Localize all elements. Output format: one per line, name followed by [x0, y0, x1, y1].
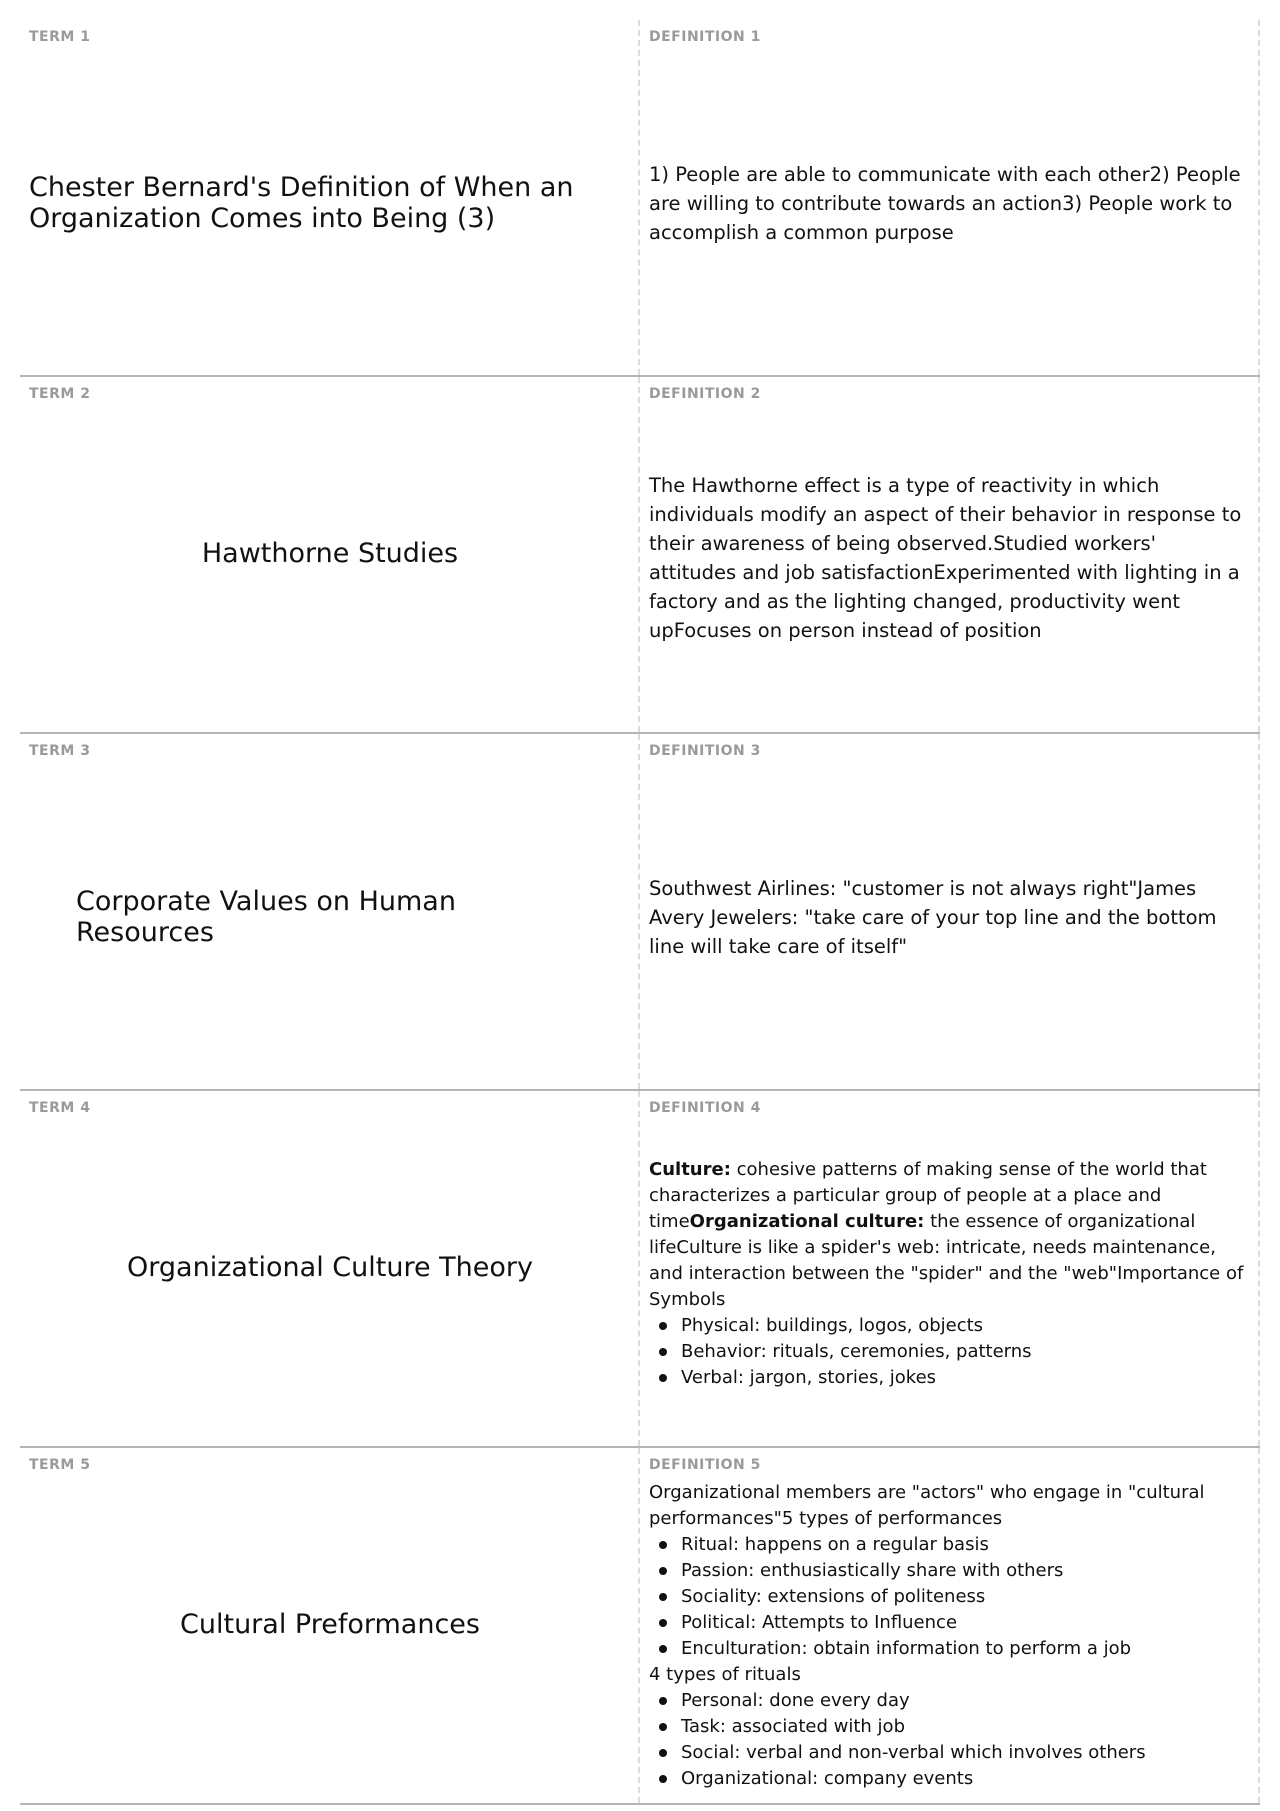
card-row-2	[20, 377, 1260, 734]
flashcard-sheet	[20, 20, 1260, 1805]
card-row-4	[20, 1091, 1260, 1448]
definition-label: DEFINITION 4	[649, 1100, 761, 1116]
culture-term: Culture:	[649, 1159, 731, 1180]
definition-text: The Hawthorne effect is a type of reactivity in which individuals modify an aspect of their behavior in response to their awareness of being observed.Studied workers' attitudes and job satisfactionExperimented with lighting in a factory and as the lighting changed, productivity went upFocuses on person instead of position	[649, 474, 1242, 642]
definition-cell-4	[640, 1091, 1260, 1446]
definition-text: Southwest Airlines: "customer is not always right"James Avery Jewelers: "take care of your top line and the bottom line will take care of itself"	[649, 877, 1217, 958]
card-row-5	[20, 1448, 1260, 1805]
organizational-culture-term: Organizational culture:	[689, 1211, 925, 1232]
rituals-heading: 4 types of rituals	[649, 1664, 801, 1685]
definition-cell-1	[640, 20, 1260, 375]
list-item: Political: Attempts to Influence	[649, 1610, 1246, 1636]
definition-label: DEFINITION 2	[649, 386, 761, 402]
list-item: Behavior: rituals, ceremonies, patterns	[649, 1339, 1246, 1365]
term-label: TERM 2	[29, 386, 91, 402]
organizational-culture-definition: the essence of organizational lifeCulture is like a spider's web: intricate, needs maintenance, and interaction between the "spider" and the "web"Importance of Symbols	[649, 1211, 1244, 1310]
list-item: Sociality: extensions of politeness	[649, 1584, 1246, 1610]
term-text: Cultural Preformances	[180, 1609, 480, 1640]
list-item: Passion: enthusiastically share with others	[649, 1558, 1246, 1584]
definition-cell-5	[640, 1448, 1260, 1803]
definition-label: DEFINITION 3	[649, 743, 761, 759]
definition-label: DEFINITION 1	[649, 29, 761, 45]
card-row-3	[20, 734, 1260, 1091]
list-item: Organizational: company events	[649, 1766, 1246, 1792]
performances-intro: Organizational members are "actors" who engage in "cultural performances"5 types of performances	[649, 1482, 1205, 1529]
term-label: TERM 4	[29, 1100, 91, 1116]
term-text: Corporate Values on Human Resources	[76, 886, 456, 948]
list-item: Social: verbal and non-verbal which involves others	[649, 1740, 1246, 1766]
term-text: Organizational Culture Theory	[127, 1252, 533, 1283]
performance-list	[649, 1532, 1246, 1662]
definition-label: DEFINITION 5	[649, 1457, 761, 1473]
card-row-1	[20, 20, 1260, 377]
definition-cell-2	[640, 377, 1260, 732]
definition-text	[649, 1157, 1246, 1391]
term-cell-3	[20, 734, 640, 1089]
culture-definition: cohesive patterns of making sense of the world that characterizes a particular group of people at a place and time	[649, 1159, 1207, 1232]
definition-text: 1) People are able to communicate with each other2) People are willing to contribute towards an action3) People work to accomplish a common purpose	[649, 163, 1241, 244]
list-item: Verbal: jargon, stories, jokes	[649, 1365, 1246, 1391]
definition-text	[649, 1480, 1246, 1792]
symbol-list	[649, 1313, 1246, 1391]
term-text: Chester Bernard's Definition of When an Organization Comes into Being (3)	[29, 172, 574, 234]
definition-cell-3	[640, 734, 1260, 1089]
term-label: TERM 5	[29, 1457, 91, 1473]
list-item: Task: associated with job	[649, 1714, 1246, 1740]
list-item: Personal: done every day	[649, 1688, 1246, 1714]
term-cell-5	[20, 1448, 640, 1803]
list-item: Physical: buildings, logos, objects	[649, 1313, 1246, 1339]
term-label: TERM 3	[29, 743, 91, 759]
list-item: Ritual: happens on a regular basis	[649, 1532, 1246, 1558]
term-text: Hawthorne Studies	[201, 538, 459, 569]
term-cell-1	[20, 20, 640, 375]
term-cell-2	[20, 377, 640, 732]
term-label: TERM 1	[29, 29, 91, 45]
ritual-list	[649, 1688, 1246, 1792]
list-item: Enculturation: obtain information to perform a job	[649, 1636, 1246, 1662]
term-cell-4	[20, 1091, 640, 1446]
